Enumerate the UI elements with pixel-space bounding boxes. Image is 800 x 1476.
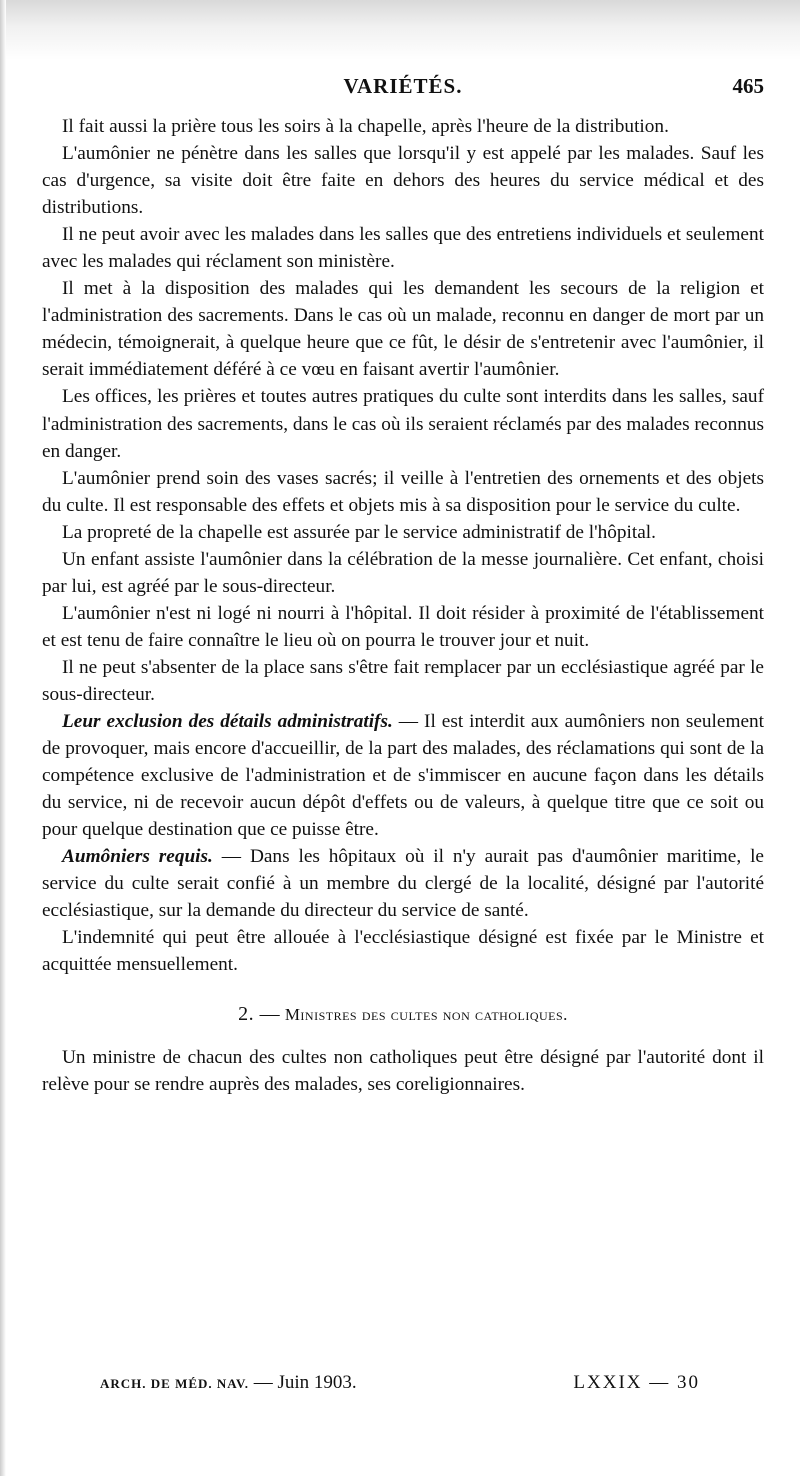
section-heading bbox=[42, 1001, 764, 1028]
paragraph: L'aumônier ne pénètre dans les salles que lorsqu'il y est appelé par les malades. Sauf les cas d'urgence, sa visite doit être faite en dehors des heures du service médical et des distributions. bbox=[42, 143, 764, 219]
paragraph: Il met à la disposition des malades qui les demandent les secours de la religion et l'administration des sacrements. Dans le cas où un malade, reconnu en danger de mort par un médecin, témoignerait, à quelque heure que ce fût, le désir de s'entretenir avec l'aumônier, il serait immédiatement déféré à ce vœu en faisant avertir l'aumônier. bbox=[42, 278, 764, 381]
page-header bbox=[42, 74, 764, 104]
paragraph: Il ne peut s'absenter de la place sans s'être fait remplacer par un ecclésiastique agréé par le sous-directeur. bbox=[42, 656, 764, 705]
paragraph: L'aumônier prend soin des vases sacrés; il veille à l'entretien des ornements et des objets du culte. Il est responsable des effets et objets mis à sa disposition pour le service du culte. bbox=[42, 467, 764, 516]
footer-citation bbox=[100, 1372, 357, 1394]
indemnite-paragraph: L'indemnité qui peut être allouée à l'ecclésiastique désigné est fixée par le Ministre et acquittée mensuellement. bbox=[42, 927, 764, 976]
running-head: VARIÉTÉS. bbox=[343, 74, 463, 98]
requis-paragraph bbox=[42, 843, 764, 924]
requis-text: — Dans les hôpitaux où il n'y aurait pas d'aumônier maritime, le service du culte serait confié à un membre du clergé de la localité, désigné par l'autorité ecclésiastique, sur la demande du directeur du service de santé. bbox=[42, 846, 764, 922]
scan-edge-left bbox=[0, 0, 6, 1476]
section-number: 2. — bbox=[238, 1002, 281, 1025]
section-title: Ministres des cultes non catholiques. bbox=[284, 1004, 568, 1024]
page-footer bbox=[100, 1372, 700, 1402]
issue-date: — Juin 1903. bbox=[248, 1372, 357, 1393]
paragraph: L'aumônier n'est ni logé ni nourri à l'hôpital. Il doit résider à proximité de l'établissement et est tenu de faire connaître le lieu où on pourra le trouver jour et nuit. bbox=[42, 602, 764, 651]
signature-mark: LXXIX — 30 bbox=[573, 1372, 700, 1393]
requis-title: Aumôniers requis. bbox=[62, 846, 213, 868]
page-number: 465 bbox=[732, 74, 764, 98]
paragraph: Il fait aussi la prière tous les soirs à la chapelle, après l'heure de la distribution. bbox=[62, 116, 669, 137]
final-paragraph: Un ministre de chacun des cultes non catholiques peut être désigné par l'autorité dont il relève pour se rendre auprès des malades, ses coreligionnaires. bbox=[42, 1046, 764, 1095]
scan-edge-top bbox=[0, 0, 800, 60]
journal-name: ARCH. DE MÉD. NAV. bbox=[100, 1376, 249, 1391]
exclusion-text: — Il est interdit aux aumôniers non seulement de provoquer, mais encore d'accueillir, de la part des malades, des réclamations qui sont de la compétence exclusive de l'administration et de s'immiscer en aucune façon dans les détails du service, ni de recevoir aucun dépôt d'effets ou de valeurs, à quelque titre que ce soit ou pour quelque destination que ce puisse être. bbox=[42, 711, 764, 841]
body-text bbox=[42, 113, 764, 1098]
exclusion-paragraph bbox=[42, 708, 764, 843]
paragraph: Un enfant assiste l'aumônier dans la célébration de la messe journalière. Cet enfant, choisi par lui, est agréé par le sous-directeur. bbox=[42, 548, 764, 597]
paragraph: Il ne peut avoir avec les malades dans les salles que des entretiens individuels et seulement avec les malades qui réclament son ministère. bbox=[42, 224, 764, 273]
paragraph: La propreté de la chapelle est assurée par le service administratif de l'hôpital. bbox=[62, 521, 656, 543]
paragraph: Les offices, les prières et toutes autres pratiques du culte sont interdits dans les salles, sauf l'administration des sacrements, dans le cas où ils seraient réclamés par des malades reconnus en danger. bbox=[42, 386, 764, 462]
exclusion-title: Leur exclusion des détails administratifs. bbox=[62, 711, 393, 733]
